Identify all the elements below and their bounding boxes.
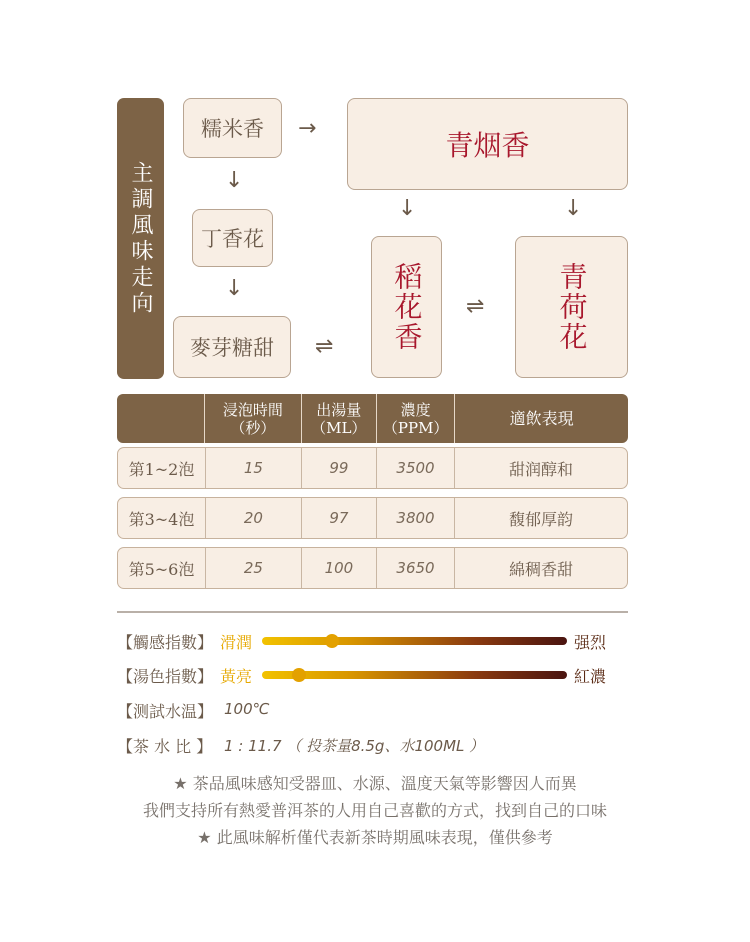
mouthfeel-label: 【觸感指數】 xyxy=(117,633,214,652)
liquor-level-marker xyxy=(292,668,306,682)
liquor-low-label: 黃亮 xyxy=(220,667,253,686)
note-box-maiya: 麥芽糖甜 xyxy=(173,316,291,378)
note-line-1: ★ 茶品風味感知受器皿、水源、溫度天氣等影響因人而異 xyxy=(173,774,577,793)
mouthfeel-level-marker xyxy=(325,634,339,648)
swap-arrows-icon: ⇌ xyxy=(315,334,334,359)
note-box-qinghe: 青荷花 xyxy=(515,236,628,378)
cell-volume: 100 xyxy=(301,548,376,588)
divider xyxy=(117,611,628,613)
note-line-2: 我們支持所有熱愛普洱茶的人用自己喜歡的方式，找到自己的口味 xyxy=(142,801,607,820)
cell-ppm: 3800 xyxy=(376,498,454,538)
header-cell-time: 浸泡時間 （秒） xyxy=(204,394,300,443)
liquor-high-label: 紅濃 xyxy=(574,667,607,686)
arrow-down-icon: ↓ xyxy=(225,168,244,193)
cell-taste: 甜润醇和 xyxy=(454,448,627,488)
arrow-right-icon: → xyxy=(298,116,317,141)
liquor-bar xyxy=(262,671,567,679)
water-temp-label: 【测試水温】 xyxy=(117,702,214,721)
note-box-daohua: 稻花香 xyxy=(371,236,442,378)
water-temp-value: 100℃ xyxy=(224,700,270,718)
table-row xyxy=(117,497,628,539)
flavor-direction-label: 主調風味走向 xyxy=(117,98,164,379)
cell-time: 25 xyxy=(205,548,301,588)
cell-volume: 97 xyxy=(301,498,376,538)
note-box-dingxiang: 丁香花 xyxy=(192,209,273,267)
swap-arrows-icon: ⇌ xyxy=(466,294,485,319)
row-label: 第3~4泡 xyxy=(128,509,195,529)
note-box-nuomi: 糯米香 xyxy=(183,98,282,158)
cell-taste: 綿稠香甜 xyxy=(454,548,627,588)
note-line-3: ★ 此風味解析僅代表新茶時期風味表現，僅供參考 xyxy=(197,828,553,847)
mouthfeel-high-label: 强烈 xyxy=(574,633,607,652)
mouthfeel-bar xyxy=(262,637,567,645)
cell-time: 15 xyxy=(205,448,301,488)
cell-ppm: 3500 xyxy=(376,448,454,488)
ratio-value: 1 : 11.7 （ 投茶量8.5g、水100ML ） xyxy=(224,737,485,755)
arrow-down-icon: ↓ xyxy=(398,196,417,221)
cell-volume: 99 xyxy=(301,448,376,488)
cell-taste: 馥郁厚韵 xyxy=(454,498,627,538)
row-label: 第1~2泡 xyxy=(128,459,195,479)
brew-table-header xyxy=(117,394,628,443)
arrow-down-icon: ↓ xyxy=(564,196,583,221)
ratio-label: 【茶 水 比 】 xyxy=(117,737,213,756)
header-cell-volume: 出湯量 （ML） xyxy=(301,394,376,443)
arrow-down-icon: ↓ xyxy=(225,276,244,301)
cell-time: 20 xyxy=(205,498,301,538)
mouthfeel-low-label: 滑潤 xyxy=(220,633,253,652)
table-row xyxy=(117,447,628,489)
table-row xyxy=(117,547,628,589)
cell-ppm: 3650 xyxy=(376,548,454,588)
row-label: 第5~6泡 xyxy=(128,559,195,579)
header-cell-ppm: 濃度 （PPM） xyxy=(376,394,454,443)
header-cell xyxy=(117,394,204,443)
note-box-qingyan: 青烟香 xyxy=(347,98,628,190)
header-cell-taste: 適飲表現 xyxy=(454,394,628,443)
liquor-label: 【湯色指數】 xyxy=(117,667,214,686)
